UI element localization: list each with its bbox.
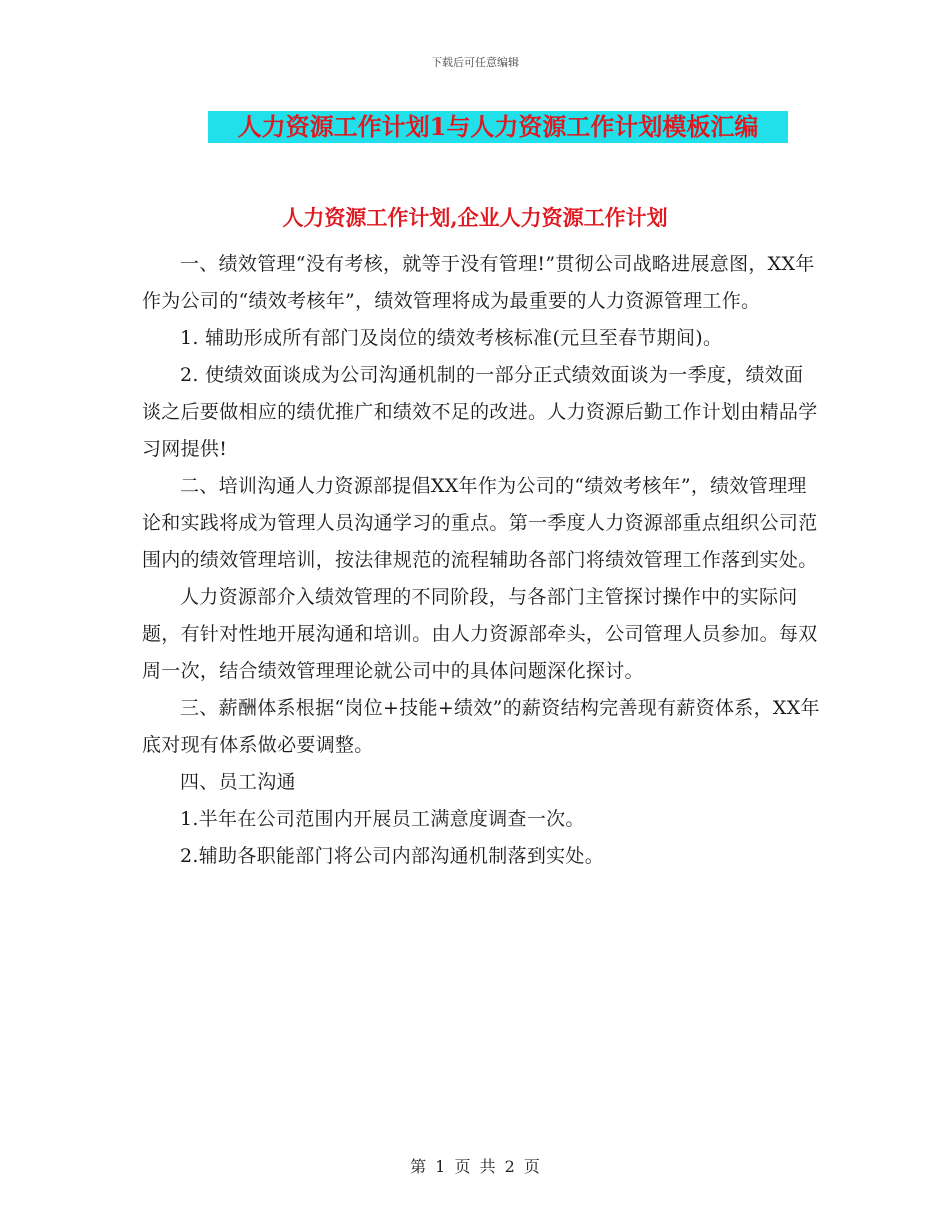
document-title-highlight (208, 111, 788, 143)
document-body (142, 246, 822, 875)
paragraph-item-2: 2. 使绩效面谈成为公司沟通机制的一部分正式绩效面谈为一季度，绩效面谈之后要做相应的绩优推广和绩效不足的改进。人力资源后勤工作计划由精品学习网提供! (142, 364, 818, 460)
paragraph-performance-management: 一、绩效管理“没有考核，就等于没有管理!”贯彻公司战略进展意图，XX年作为公司的“绩效考核年”，绩效管理将成为最重要的人力资源管理工作。 (142, 253, 815, 312)
paragraph-employee-communication: 四、员工沟通 (180, 771, 296, 793)
header-note: 下载后可任意编辑 (431, 56, 519, 69)
paragraph-internal-mechanism: 2.辅助各职能部门将公司内部沟通机制落到实处。 (180, 845, 605, 867)
paragraph-survey: 1.半年在公司范围内开展员工满意度调查一次。 (180, 808, 585, 830)
paragraph-compensation: 三、薪酬体系根据“岗位+技能+绩效”的薪资结构完善现有薪资体系，XX年底对现有体系做必要调整。 (142, 697, 820, 756)
section-title: 人力资源工作计划,企业人力资源工作计划 (282, 205, 668, 230)
document-title: 人力资源工作计划1与人力资源工作计划模板汇编 (237, 112, 759, 141)
paragraph-hr-involvement: 人力资源部介入绩效管理的不同阶段，与各部门主管探讨操作中的实际问题，有针对性地开展沟通和培训。由人力资源部牵头，公司管理人员参加。每双周一次，结合绩效管理理论就公司中的具体问题深化探讨。 (142, 586, 818, 682)
paragraph-training-communication: 二、培训沟通人力资源部提倡XX年作为公司的“绩效考核年”，绩效管理理论和实践将成为管理人员沟通学习的重点。第一季度人力资源部重点组织公司范围内的绩效管理培训，按法律规范的流程辅助各部门将绩效管理工作落到实处。 (142, 475, 818, 571)
page-number: 第 1 页 共 2 页 (410, 1157, 540, 1176)
paragraph-item-1: 1. 辅助形成所有部门及岗位的绩效考核标准(元旦至春节期间)。 (180, 327, 723, 349)
